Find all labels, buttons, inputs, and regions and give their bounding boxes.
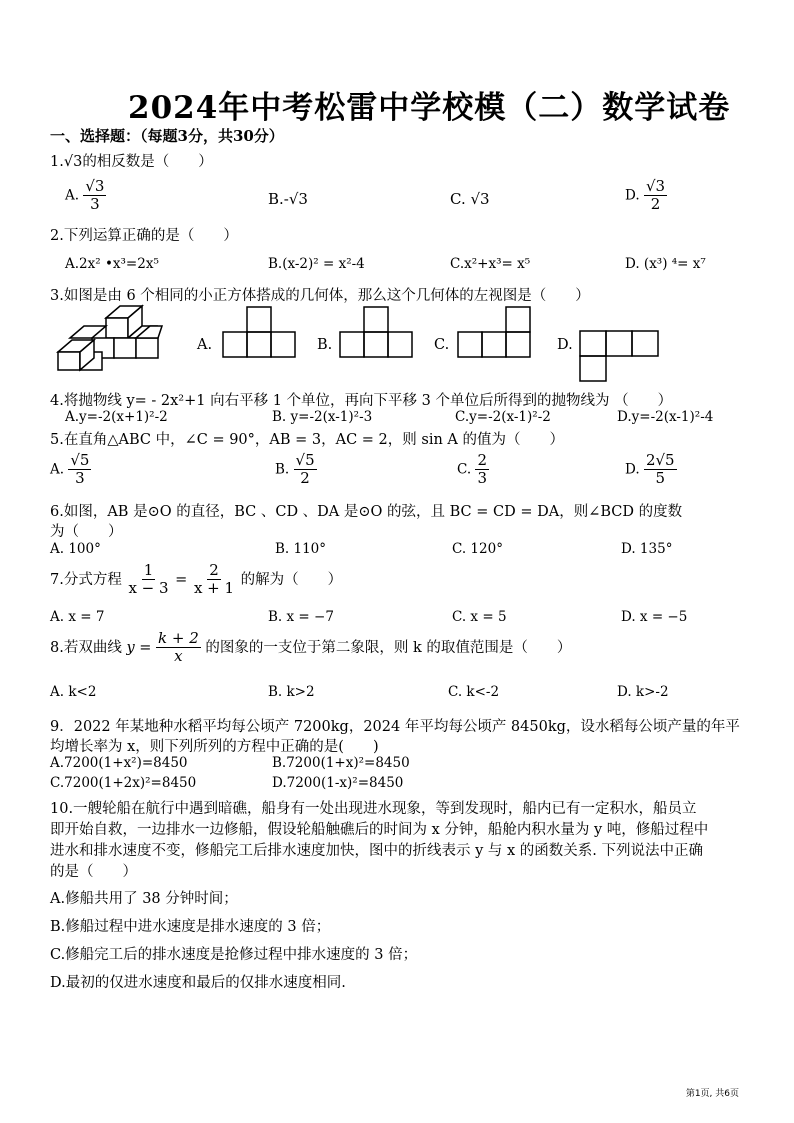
q3-option-d-view: [578, 330, 662, 382]
q5-stem: 5.在直角△ABC 中，∠C = 90°，AB = 3，AC = 2，则 sin A 的值为（ ）: [50, 432, 564, 448]
q7-option-b: B. x = −7: [268, 609, 334, 625]
q6-option-a: A. 100°: [50, 541, 101, 557]
q10-stem-line3: 进水和排水速度不变，修船完工后排水速度加快，图中的折线表示 y 与 x 的函数关系. 下列说法中正确: [50, 843, 704, 859]
q1-option-d: D. $\frac{√3}{2}$: [625, 177, 666, 214]
q10-option-b: B.修船过程中进水速度是排水速度的 3 倍；: [50, 919, 331, 935]
q9-option-b: B.7200(1+x)²=8450: [272, 755, 410, 771]
q9-option-c: C.7200(1+2x)²=8450: [50, 775, 197, 791]
q4-option-c: C.y=-2(x-1)²-2: [455, 409, 551, 425]
q4-option-a: A.y=-2(x+1)²-2: [65, 409, 168, 425]
q5-option-b: B. $\frac{√5}{2}$: [275, 451, 315, 488]
q9-stem-line1: 9．2022 年某地种水稻平均每公顷产 7200kg，2024 年平均每公顷产 8450kg，设水稻每公顷产量的年平: [50, 719, 740, 735]
q3-option-c-view: [456, 306, 536, 358]
q2-option-c: C.x²+x³= x⁵: [450, 256, 531, 272]
q2-stem: 2.下列运算正确的是（ ）: [50, 228, 238, 244]
q1-option-c: C. √3: [450, 190, 490, 208]
q7-option-d: D. x = −5: [621, 609, 688, 625]
q10-option-a: A.修船共用了 38 分钟时间；: [50, 891, 238, 907]
q10-stem-line1: 10.一艘轮船在航行中遇到暗礁，船身有一处出现进水现象，等到发现时，船内已有一定积水，船员立: [50, 801, 697, 817]
q6-option-d: D. 135°: [621, 541, 673, 557]
q4-option-b: B. y=-2(x-1)²-3: [272, 409, 373, 425]
q4-stem: 4.将抛物线 y= - 2x²+1 向右平移 1 个单位，再向下平移 3 个单位后所得到的抛物线为 （ ）: [50, 393, 673, 409]
page-title: 2024年中考松雷中学校模（二）数学试卷: [128, 90, 731, 126]
q1-stem: 1.√3的相反数是（ ）: [50, 154, 213, 170]
q6-option-c: C. 120°: [452, 541, 503, 557]
q4-option-d: D.y=-2(x-1)²-4: [617, 409, 714, 425]
q2-option-d: D. (x³) ⁴= x⁷: [625, 256, 706, 272]
q3-option-b-label: B.: [317, 337, 333, 353]
q5-option-d: D. $\frac{2√5}{5}$: [625, 451, 675, 488]
q3-option-b-view: [338, 306, 418, 358]
q7-option-a: A. x = 7: [50, 609, 105, 625]
q8-stem: 8.若双曲线 y = $\frac{k + 2}{x}$ 的图象的一支位于第二象限，则 k 的取值范围是（ ）: [50, 629, 572, 666]
q6-stem-line1: 6.如图，AB 是⊙O 的直径，BC 、CD 、DA 是⊙O 的弦，且 BC = CD = DA，则∠BCD 的度数: [50, 504, 683, 520]
q2-option-a: A.2x² •x³=2x⁵: [65, 256, 159, 272]
q9-stem-line2: 均增长率为 x，则下列所列的方程中正确的是( ): [50, 739, 379, 755]
q2-option-b: B.(x-2)² = x²-4: [268, 256, 365, 272]
q8-option-c: C. k<-2: [448, 684, 500, 700]
section-heading: 一、选择题：（每题3分，共30分）: [50, 127, 284, 145]
q5-option-c: C. $\frac{2}{3}$: [457, 451, 487, 488]
q9-option-a: A.7200(1+x²)=8450: [50, 755, 188, 771]
q10-option-d: D.最初的仅进水速度和最后的仅排水速度相同.: [50, 975, 346, 991]
q1-option-a: A. $\frac{√3}{3}$: [65, 177, 105, 214]
q9-option-d: D.7200(1-x)²=8450: [272, 775, 404, 791]
q6-stem-line2: 为（ ）: [50, 524, 123, 540]
q10-option-c: C.修船完工后的排水速度是抢修过程中排水速度的 3 倍；: [50, 947, 418, 963]
q7-option-c: C. x = 5: [452, 609, 507, 625]
q8-option-b: B. k>2: [268, 684, 315, 700]
page-footer: 第1页, 共6页: [685, 1089, 739, 1099]
q8-option-d: D. k>-2: [617, 684, 669, 700]
q1-option-b: B.-√3: [268, 190, 308, 208]
q3-option-a-label: A.: [197, 337, 213, 353]
q10-stem-line2: 即开始自救，一边排水一边修船，假设轮船触礁后的时间为 x 分钟，船舱内积水量为 y 吨，修船过程中: [50, 822, 709, 838]
q8-option-a: A. k<2: [50, 684, 97, 700]
q10-stem-line4: 的是（ ）: [50, 864, 137, 880]
q3-solid-figure: [54, 300, 164, 372]
q3-option-a-view: [221, 306, 301, 358]
q3-option-c-label: C.: [434, 337, 450, 353]
q7-stem: 7.分式方程 $\frac{1}{x - 3}$ = $\frac{2}{x + 1}$ 的解为（ ）: [50, 561, 343, 598]
q6-option-b: B. 110°: [275, 541, 327, 557]
q3-stem: 3.如图是由 6 个相同的小正方体搭成的几何体，那么这个几何体的左视图是（ ）: [50, 288, 590, 304]
q5-option-a: A. $\frac{√5}{3}$: [50, 451, 90, 488]
q3-option-d-label: D.: [557, 337, 573, 353]
